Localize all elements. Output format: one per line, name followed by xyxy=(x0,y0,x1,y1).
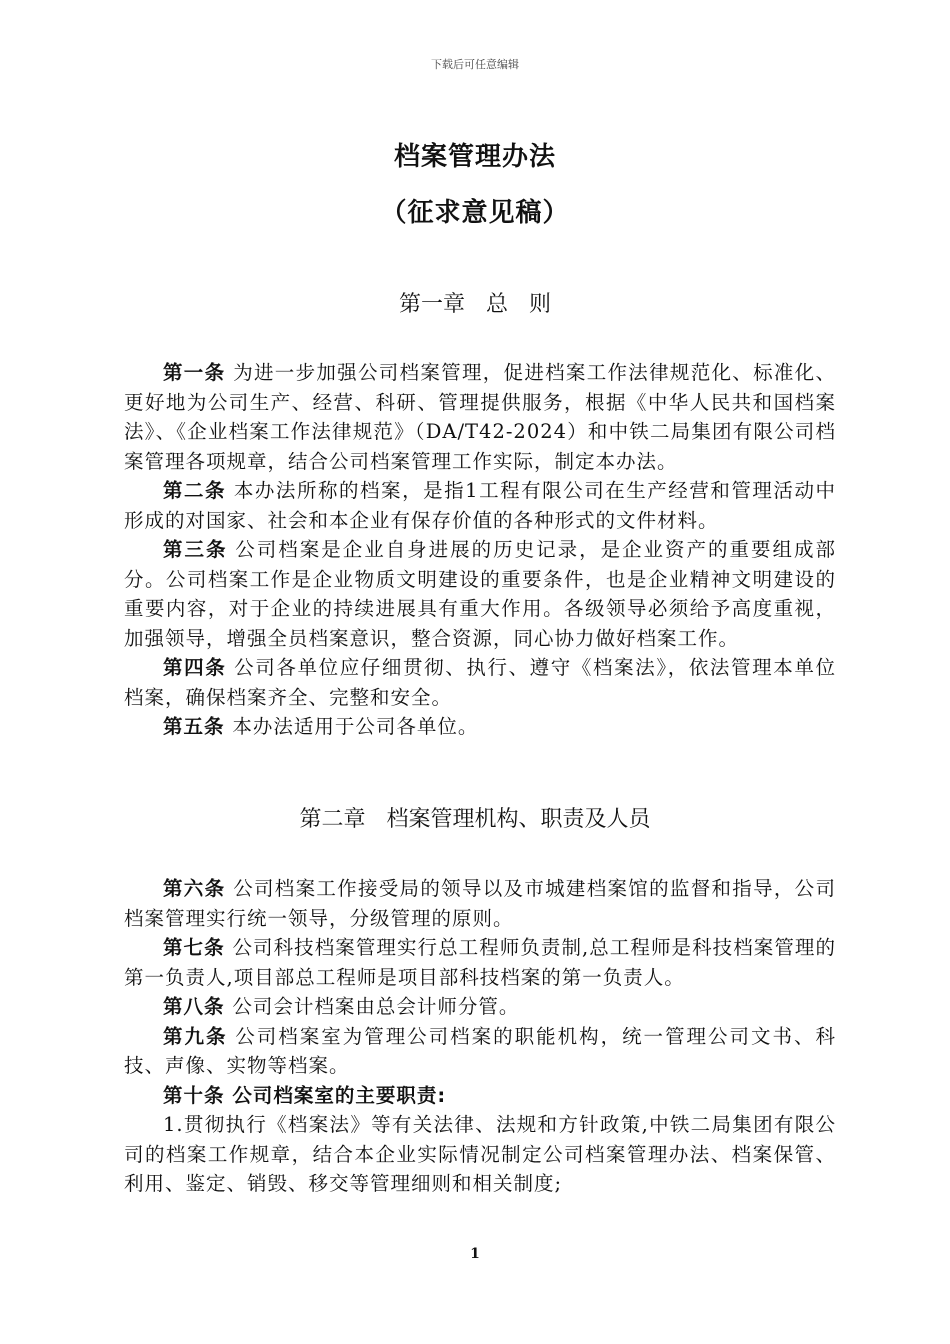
article-10 xyxy=(124,1081,836,1111)
article-text: 本办法所称的档案，是指1工程有限公司在生产经营和管理活动中形成的对国家、社会和本企业有保存价值的各种形式的文件材料。 xyxy=(124,479,836,532)
article-text: 公司档案室为管理公司档案的职能机构，统一管理公司文书、科技、声像、实物等档案。 xyxy=(124,1024,836,1077)
chapter-1-body xyxy=(124,358,836,742)
chapter-2-body xyxy=(124,874,836,1199)
article-3 xyxy=(124,535,836,653)
article-text: 公司档案是企业自身进展的历史记录，是企业资产的重要组成部分。公司档案工作是企业物质文明建设的重要条件，也是企业精神文明建设的重要内容，对于企业的持续进展具有重大作用。各级领导必须给予高度重视，加强领导，增强全员档案意识，整合资源，同心协力做好档案工作。 xyxy=(124,538,836,650)
article-text: 公司各单位应仔细贯彻、执行、遵守《档案法》，依法管理本单位档案，确保档案齐全、完整和安全。 xyxy=(124,656,836,709)
article-7 xyxy=(124,933,836,992)
article-label: 第十条 xyxy=(163,1083,225,1107)
article-text: 公司科技档案管理实行总工程师负责制,总工程师是科技档案管理的第一负责人,项目部总工程师是项目部科技档案的第一负责人。 xyxy=(124,936,836,989)
article-label: 第六条 xyxy=(163,877,226,900)
article-6 xyxy=(124,874,836,933)
article-8 xyxy=(124,992,836,1022)
article-5 xyxy=(124,712,836,742)
article-label: 第一条 xyxy=(163,361,226,384)
chapter-2-heading: 第二章 档案管理机构、职责及人员 xyxy=(299,807,651,832)
article-text: 公司档案工作接受局的领导以及市城建档案馆的监督和指导，公司档案管理实行统一领导，分级管理的原则。 xyxy=(124,877,836,930)
article-text: 公司档案室的主要职责: xyxy=(232,1083,447,1107)
article-text: 本办法适用于公司各单位。 xyxy=(232,715,479,738)
article-text: 公司会计档案由总会计师分管。 xyxy=(232,995,520,1018)
page-header: 下载后可任意编辑 xyxy=(431,58,519,71)
article-label: 第四条 xyxy=(163,656,227,679)
article-label: 第五条 xyxy=(163,715,225,738)
article-9 xyxy=(124,1022,836,1081)
duty-item-text: 1.贯彻执行《档案法》等有关法律、法规和方针政策,中铁二局集团有限公司的档案工作规章，结合本企业实际情况制定公司档案管理办法、档案保管、利用、鉴定、销毁、移交等管理细则和相关制度; xyxy=(124,1113,836,1195)
article-1 xyxy=(124,358,836,476)
document-subtitle: （征求意见稿） xyxy=(380,198,570,228)
article-label: 第三条 xyxy=(163,538,228,561)
article-2 xyxy=(124,476,836,535)
duty-item-1 xyxy=(124,1110,836,1199)
document-title: 档案管理办法 xyxy=(393,142,556,172)
page-number: 1 xyxy=(470,1246,480,1262)
article-text: 为进一步加强公司档案管理，促进档案工作法律规范化、标准化、更好地为公司生产、经营、科研、管理提供服务，根据《中华人民共和国档案法》、《企业档案工作法律规范》（DA/T42-2024）和中铁二局集团有限公司档案管理各项规章，结合公司档案管理工作实际，制定本办法。 xyxy=(124,361,836,473)
article-label: 第二条 xyxy=(163,479,227,502)
article-4 xyxy=(124,653,836,712)
article-label: 第九条 xyxy=(163,1024,228,1048)
article-label: 第七条 xyxy=(163,936,225,959)
article-label: 第八条 xyxy=(163,995,225,1018)
chapter-1-heading: 第一章 总 则 xyxy=(399,292,551,317)
